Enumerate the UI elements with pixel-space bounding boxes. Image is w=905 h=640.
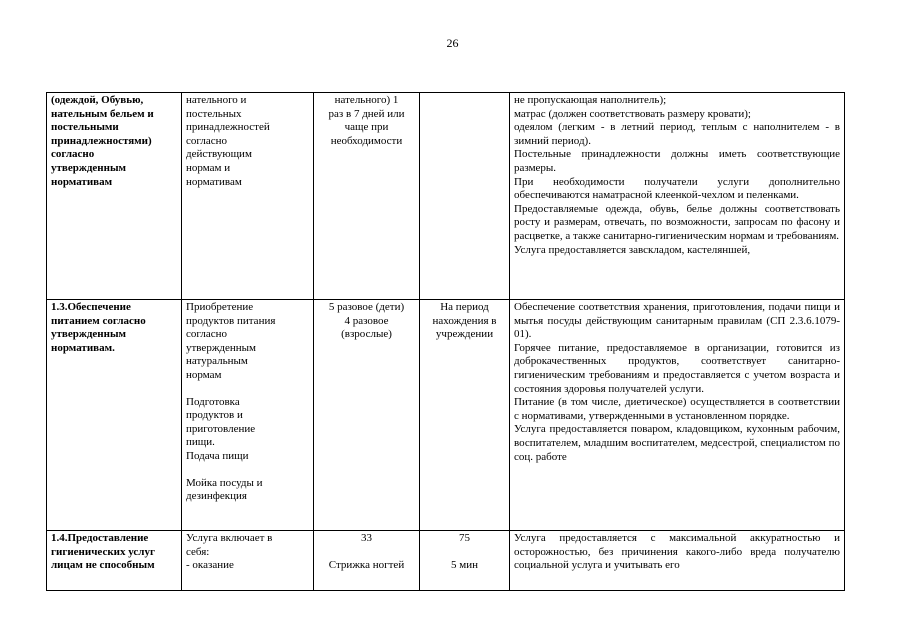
- cell-line: - оказание: [186, 559, 234, 572]
- table-row: [47, 93, 845, 300]
- cell-line: натуральным: [186, 355, 248, 368]
- cell-line: питанием согласно: [51, 314, 146, 327]
- cell-line: 4 разовое: [344, 314, 389, 327]
- cell-line: утвержденным: [51, 328, 127, 341]
- cell-line: себя:: [186, 545, 210, 558]
- cell-line: пищи.: [186, 436, 215, 449]
- cell-line: приготовление: [186, 422, 256, 435]
- paragraph: Услуга предоставляется завскладом, кастеляншей,: [514, 243, 751, 256]
- paragraph: Предоставляемые одежда, обувь, белье должны соответствовать росту и размерам, отвечать, по возможности, запросам по фасону и расцветке, а также санитарно-гигиеническим нормам и требованиям.: [514, 202, 840, 242]
- cell-line: чаще при: [344, 121, 389, 134]
- cell-line: 75: [459, 532, 470, 544]
- cell-line: 5 мин: [451, 558, 478, 571]
- quality-requirements-cell: [510, 300, 845, 531]
- cell-line: согласно: [186, 328, 227, 341]
- quality-requirements-cell: [510, 531, 845, 591]
- duration-cell: [420, 531, 510, 591]
- service-content-cell: [182, 93, 314, 300]
- cell-line: постельных: [186, 107, 242, 120]
- cell-line: нормативам.: [51, 341, 115, 354]
- cell-line: учреждении: [435, 328, 494, 341]
- cell-line: согласно: [51, 148, 95, 161]
- cell-line: дезинфекция: [186, 490, 247, 503]
- frequency-cell: [314, 300, 420, 531]
- paragraph: Услуга предоставляется поваром, кладовщиком, кухонным рабочим, воспитателем, младшим воспитателем, медсестрой, специалистом по соц. работе: [514, 423, 840, 463]
- cell-line: На период: [440, 301, 489, 313]
- paragraph: матрас (должен соответствовать размеру кровати);: [514, 107, 751, 120]
- cell-line: 1.4.Предоставление: [51, 532, 149, 544]
- cell-line: нормативам: [186, 175, 242, 188]
- service-content-cell: [182, 531, 314, 591]
- cell-line: необходимости: [330, 134, 403, 147]
- paragraph: не пропускающая наполнитель);: [514, 94, 667, 106]
- cell-line: постельными: [51, 121, 119, 134]
- cell-line: Услуга включает в: [186, 532, 273, 544]
- blank-line: [318, 546, 415, 559]
- table-row: [47, 300, 845, 531]
- paragraph: Горячее питание, предоставляемое в организации, готовится из доброкачественных продуктов, соответствует санитарно-гигиеническим требованиям и предоставляется с учетом возраста и состояния здоровья получателей услуги.: [514, 341, 840, 395]
- cell-line: 1.3.Обеспечение: [51, 301, 131, 313]
- paragraph: Услуга предоставляется с максимальной аккуратностью и осторожностью, без причинения какого-либо вреда получателю социальной услуга и учитывать его: [514, 532, 840, 572]
- cell-line: нахождения в: [432, 314, 497, 327]
- cell-line: нормативам: [51, 175, 113, 188]
- frequency-cell: [314, 531, 420, 591]
- cell-line: Приобретение: [186, 301, 254, 313]
- cell-line: 5 разовое (дети): [328, 301, 405, 313]
- cell-line: (взрослые): [341, 328, 392, 341]
- cell-line: согласно: [186, 134, 227, 147]
- cell-line: нормам: [186, 368, 222, 381]
- cell-line: продуктов питания: [186, 314, 276, 327]
- paragraph: Питание (в том числе, диетическое) осуществляется в соответствии с нормативами, утвержденными в установленном порядке.: [514, 396, 840, 422]
- service-name-cell: [47, 93, 182, 300]
- quality-requirements-cell: [510, 93, 845, 300]
- blank-line: [186, 383, 309, 396]
- cell-line: принадлежностей: [186, 121, 270, 134]
- duration-cell: [420, 93, 510, 300]
- cell-line: Мойка посуды и: [186, 476, 263, 489]
- blank-line: [424, 546, 505, 559]
- service-name-cell: [47, 531, 182, 591]
- cell-line: Стрижка ногтей: [328, 558, 405, 571]
- cell-line: нормам и: [186, 161, 231, 174]
- services-table: [46, 92, 845, 591]
- service-content-cell: [182, 300, 314, 531]
- duration-cell: [420, 300, 510, 531]
- cell-line: нательного и: [186, 94, 247, 106]
- cell-line: 33: [361, 532, 372, 544]
- cell-line: утвержденным: [51, 161, 127, 174]
- cell-line: гигиенических услуг: [51, 545, 155, 558]
- paragraph: Обеспечение соответствия хранения, приготовления, подачи пищи и мытья посуды действующим санитарным правилам (СП 2.3.6.1079-01).: [514, 301, 840, 341]
- paragraph: При необходимости получатели услуги дополнительно обеспечиваются наматрасной клеенкой-чехлом и пеленками.: [514, 175, 840, 202]
- frequency-cell: [314, 93, 420, 300]
- paragraph: одеялом (легким - в летний период, теплым с наполнителем - в зимний период).: [514, 121, 840, 147]
- table-row: [47, 531, 845, 591]
- cell-line: раз в 7 дней или: [328, 107, 405, 120]
- cell-line: нательным бельем и: [51, 107, 154, 120]
- service-name-cell: [47, 300, 182, 531]
- page-number: 26: [446, 36, 459, 50]
- cell-line: принадлежностями): [51, 134, 152, 147]
- cell-line: утвержденным: [186, 341, 257, 354]
- blank-line: [186, 464, 309, 477]
- cell-line: Подготовка: [186, 395, 240, 408]
- cell-line: Подача пищи: [186, 449, 249, 462]
- cell-line: действующим: [186, 148, 252, 161]
- cell-line: нательного) 1: [334, 94, 399, 106]
- cell-line: (одеждой, Обувью,: [51, 94, 144, 106]
- cell-line: продуктов и: [186, 409, 243, 422]
- paragraph: Постельные принадлежности должны иметь соответствующие размеры.: [514, 148, 840, 174]
- cell-line: лицам не способным: [51, 559, 155, 572]
